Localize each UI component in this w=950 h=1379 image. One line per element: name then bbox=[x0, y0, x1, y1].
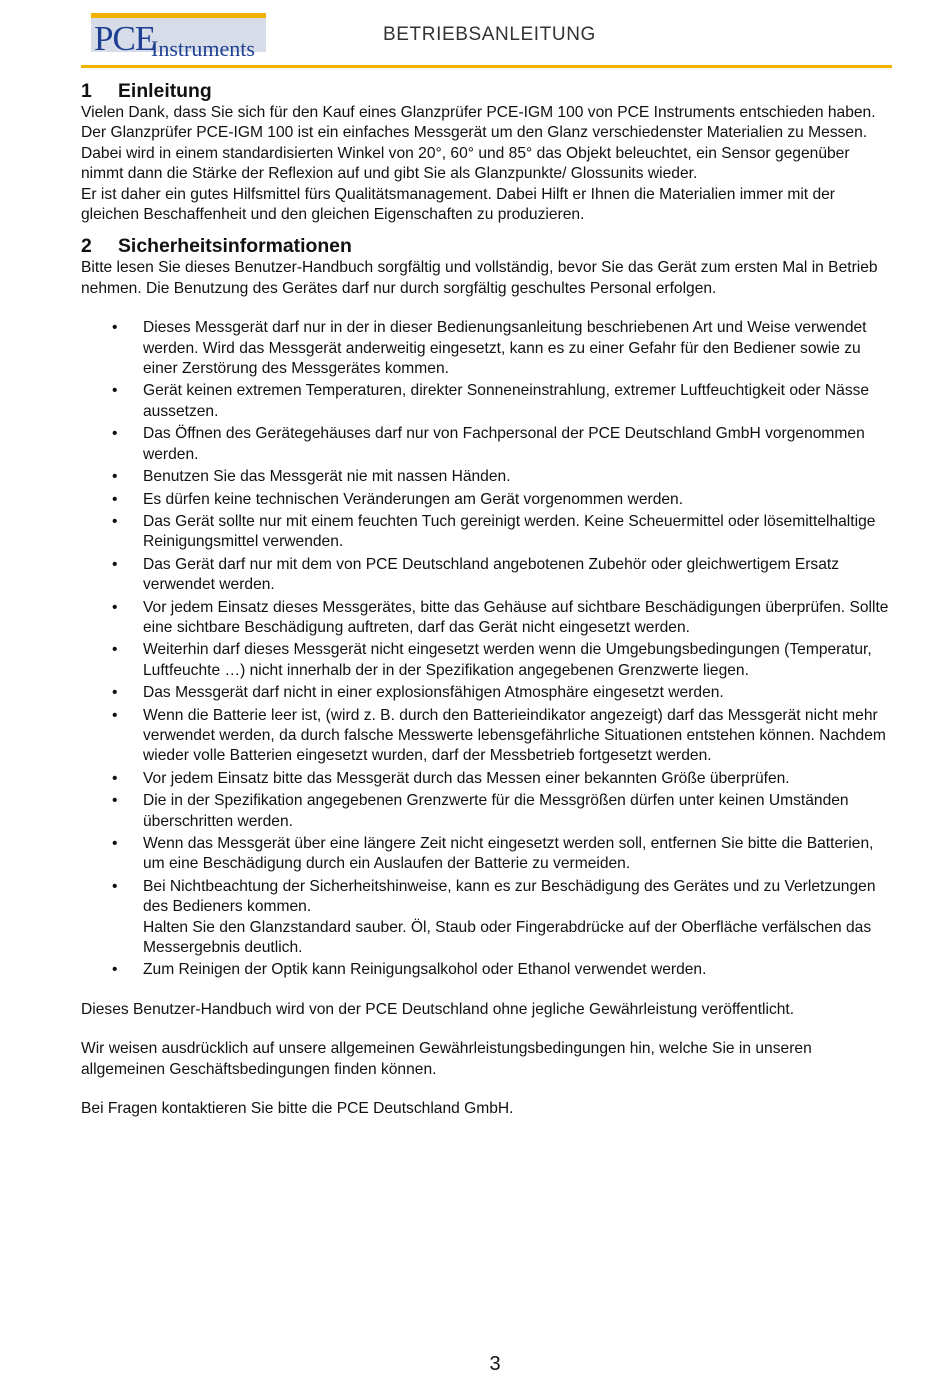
section-title: Sicherheitsinformationen bbox=[118, 235, 352, 258]
list-item-text: Vor jedem Einsatz dieses Messgerätes, bitte das Gehäuse auf sichtbare Beschädigungen überprüfen. Sollte eine sichtbare Beschädigung auftreten, darf das Gerät nicht eingesetzt werden. bbox=[143, 598, 889, 636]
section-einleitung bbox=[81, 79, 893, 225]
header-divider bbox=[81, 65, 892, 68]
list-item-text: Zum Reinigen der Optik kann Reinigungsalkohol oder Ethanol verwendet werden. bbox=[143, 961, 707, 979]
section-intro: Bitte lesen Sie dieses Benutzer-Handbuch sorgfältig und vollständig, bevor Sie das Gerät zum ersten Mal in Betrieb nehmen. Die Benutzung des Gerätes darf nur durch sorgfältig geschultes Personal erfolgen. bbox=[81, 259, 878, 297]
page-content bbox=[81, 79, 893, 1119]
list-item: • Das Öffnen des Gerätegehäuses darf nur von Fachpersonal der PCE Deutschland GmbH vorgenommen werden. bbox=[112, 425, 865, 463]
pce-instruments-logo bbox=[91, 13, 266, 61]
section-number: 1 bbox=[81, 80, 92, 102]
list-item-text: Vor jedem Einsatz bitte das Messgerät durch das Messen einer bekannten Größe überprüfen. bbox=[143, 769, 790, 787]
list-item: • Vor jedem Einsatz dieses Messgerätes, bitte das Gehäuse auf sichtbare Beschädigungen überprüfen. Sollte eine sichtbare Beschädigung auftreten, darf das Gerät nicht eingesetzt werden. bbox=[112, 598, 889, 636]
list-item: • Benutzen Sie das Messgerät nie mit nassen Händen. bbox=[112, 468, 511, 486]
list-item: • Vor jedem Einsatz bitte das Messgerät durch das Messen einer bekannten Größe überprüfen. bbox=[112, 769, 790, 787]
list-item: • Das Gerät sollte nur mit einem feuchten Tuch gereinigt werden. Keine Scheuermittel oder lösemittelhaltige Reinigungsmittel verwenden. bbox=[112, 512, 876, 551]
list-item-text: Weiterhin darf dieses Messgerät nicht eingesetzt werden wenn die Umgebungsbedingungen (Temperatur, Luftfeuchte …) nicht innerhalb der in der Spezifikation angegebenen Grenzwerte liegen. bbox=[143, 641, 872, 679]
list-item: • Das Messgerät darf nicht in einer explosionsfähigen Atmosphäre eingesetzt werden. bbox=[112, 684, 724, 702]
list-item-text: Bei Nichtbeachtung der Sicherheitshinweise, kann es zur Beschädigung des Gerätes und zu Verletzungen des Bedieners kommen. bbox=[143, 877, 876, 916]
logo-pce-text: PCE bbox=[94, 19, 156, 58]
disclaimer-paragraph: Dieses Benutzer-Handbuch wird von der PCE Deutschland ohne jegliche Gewährleistung veröffentlicht. bbox=[81, 1000, 795, 1018]
list-item: • Weiterhin darf dieses Messgerät nicht eingesetzt werden wenn die Umgebungsbedingungen (Temperatur, Luftfeuchte …) nicht innerhalb der in der Spezifikation angegebenen Grenzwerte liegen. bbox=[112, 641, 872, 679]
section-heading bbox=[81, 79, 893, 103]
list-item-text: Das Gerät darf nur mit dem von PCE Deutschland angebotenen Zubehör oder gleichwertigem Ersatz verwendet werden. bbox=[143, 555, 840, 594]
section-sicherheitsinformationen bbox=[81, 234, 893, 980]
list-item-text: Wenn das Messgerät über eine längere Zeit nicht eingesetzt werden soll, entfernen Sie bitte die Batterien, um eine Beschädigung durch ein Auslaufen der Batterie zu vermeiden. bbox=[143, 835, 874, 873]
warranty-paragraph: Wir weisen ausdrücklich auf unsere allgemeinen Gewährleistungsbedingungen hin, welche Sie in unseren allgemeinen Geschäftsbedingungen finden können. bbox=[81, 1040, 812, 1078]
paragraph: Vielen Dank, dass Sie sich für den Kauf eines Glanzprüfer PCE-IGM 100 von PCE Instruments entschieden haben. bbox=[81, 104, 876, 121]
list-item-text: Benutzen Sie das Messgerät nie mit nassen Händen. bbox=[143, 468, 511, 486]
paragraph: Der Glanzprüfer PCE-IGM 100 ist ein einfaches Messgerät um den Glanz verschiedenster Materialien zu Messen. Dabei wird in einem standardisierten Winkel von 20°, 60° und 85° das Objekt beleuchtet, ein Sensor gegenüber nimmt dann die Stärke der Reflexion auf und gibt Sie als Glanzpunkte/ Glossunits wieder. bbox=[81, 124, 868, 183]
list-item: • Es dürfen keine technischen Veränderungen am Gerät vorgenommen werden. bbox=[112, 490, 684, 508]
list-item: • Die in der Spezifikation angegebenen Grenzwerte für die Messgrößen dürfen unter keinen Umständen überschritten werden. bbox=[112, 792, 849, 830]
list-item: • Wenn die Batterie leer ist, (wird z. B. durch den Batterieindikator angezeigt) darf das Messgerät nicht mehr verwendet werden, da durch falsche Messwerte lebensgefährliche Situationen entstehen können. Nachdem wieder volle Batterien eingesetzt wurden, darf der Messbetrieb fortgesetzt werden. bbox=[112, 706, 886, 765]
page-number: 3 bbox=[489, 1353, 501, 1375]
safety-list bbox=[81, 318, 893, 981]
list-item-text: Das Gerät sollte nur mit einem feuchten Tuch gereinigt werden. Keine Scheuermittel oder lösemittelhaltige Reinigungsmittel verwenden. bbox=[143, 512, 876, 551]
section-number: 2 bbox=[81, 235, 92, 258]
list-item-text: Es dürfen keine technischen Veränderungen am Gerät vorgenommen werden. bbox=[143, 490, 684, 508]
list-item-text: Das Öffnen des Gerätegehäuses darf nur von Fachpersonal der PCE Deutschland GmbH vorgenommen werden. bbox=[143, 425, 865, 463]
list-item-text: Wenn die Batterie leer ist, (wird z. B. durch den Batterieindikator angezeigt) darf das Messgerät nicht mehr verwendet werden, da durch falsche Messwerte lebensgefährliche Situationen entstehen können. Nachdem wieder volle Batterien eingesetzt wurden, darf der Messbetrieb fortgesetzt werden. bbox=[143, 706, 886, 765]
list-item-text: Die in der Spezifikation angegebenen Grenzwerte für die Messgrößen dürfen unter keinen Umständen überschritten werden. bbox=[143, 792, 849, 830]
list-item-text: Gerät keinen extremen Temperaturen, direkter Sonneneinstrahlung, extremer Luftfeuchtigkeit oder Nässe aussetzen. bbox=[143, 382, 870, 420]
contact-paragraph: Bei Fragen kontaktieren Sie bitte die PCE Deutschland GmbH. bbox=[81, 1100, 514, 1118]
page-header bbox=[0, 0, 950, 70]
list-item: • Gerät keinen extremen Temperaturen, direkter Sonneneinstrahlung, extremer Luftfeuchtigkeit oder Nässe aussetzen. bbox=[112, 382, 870, 420]
list-item-extra-text: Halten Sie den Glanzstandard sauber. Öl, Staub oder Fingerabdrücke auf der Oberfläche verfälschen das Messergebnis deutlich. bbox=[143, 918, 872, 957]
list-item: • Zum Reinigen der Optik kann Reinigungsalkohol oder Ethanol verwendet werden. bbox=[112, 961, 707, 979]
list-item-text: Dieses Messgerät darf nur in der in dieser Bedienungsanleitung beschriebenen Art und Weise verwendet werden. Wird das Messgerät anderweitig eingesetzt, kann es zu einer Gefahr für den Bediener sowie zu einer Zerstörung des Messgerätes kommen. bbox=[143, 319, 867, 378]
list-item: • Bei Nichtbeachtung der Sicherheitshinweise, kann es zur Beschädigung des Gerätes und zu Verletzungen des Bedieners kommen. Halten Sie den Glanzstandard sauber. Öl, Staub oder Fingerabdrücke auf der Oberfläche verfälschen das Messergebnis deutlich. bbox=[81, 877, 893, 959]
paragraph: Er ist daher ein gutes Hilfsmittel fürs Qualitätsmanagement. Dabei Hilft er Ihnen die Materialien immer mit der gleichen Beschaffenheit und den gleichen Eigenschaften zu produzieren. bbox=[81, 185, 836, 224]
list-item-text: Das Messgerät darf nicht in einer explosionsfähigen Atmosphäre eingesetzt werden. bbox=[143, 684, 724, 702]
document-title: BETRIEBSANLEITUNG bbox=[383, 24, 596, 45]
list-item: • Wenn das Messgerät über eine längere Zeit nicht eingesetzt werden soll, entfernen Sie bitte die Batterien, um eine Beschädigung durch ein Auslaufen der Batterie zu vermeiden. bbox=[112, 835, 874, 873]
section-title: Einleitung bbox=[118, 80, 212, 102]
logo-background bbox=[91, 18, 266, 61]
list-item: • Das Gerät darf nur mit dem von PCE Deutschland angebotenen Zubehör oder gleichwertigem Ersatz verwendet werden. bbox=[112, 555, 840, 594]
logo-instruments-text: Instruments bbox=[151, 36, 255, 61]
list-item: • Dieses Messgerät darf nur in der in dieser Bedienungsanleitung beschriebenen Art und Weise verwendet werden. Wird das Messgerät anderweitig eingesetzt, kann es zu einer Gefahr für den Bediener sowie zu einer Zerstörung des Messgerätes kommen. bbox=[112, 319, 867, 378]
section-heading bbox=[81, 234, 893, 258]
